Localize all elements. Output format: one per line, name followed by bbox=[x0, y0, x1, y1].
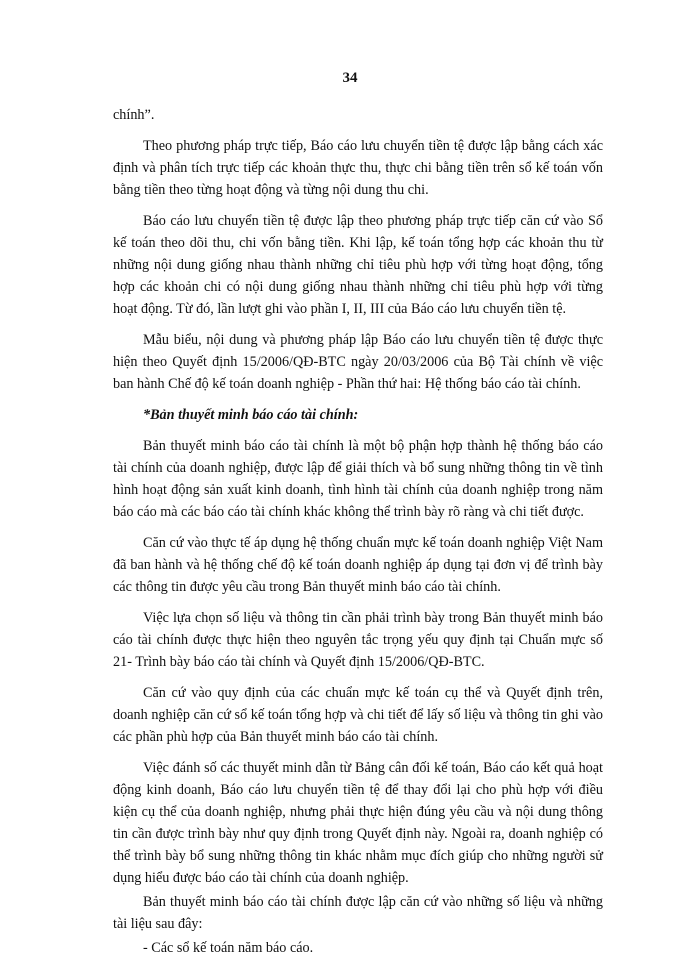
paragraph-regulations-basis: Căn cứ vào quy định của các chuẩn mực kế toán cụ thể và Quyết định trên, doanh nghiệp căn cứ sổ kế toán tổng hợp và chi tiết để lấy số liệu và thông tin ghi vào các phần phù hợp của Bản thuyết minh báo cáo tài chính. bbox=[113, 685, 603, 745]
list-item-accounting-books: - Các sổ kế toán năm báo cáo. bbox=[143, 940, 314, 956]
paragraph-standards-basis: Căn cứ vào thực tế áp dụng hệ thống chuẩn mực kế toán doanh nghiệp Việt Nam đã ban hành và hệ thống chế độ kế toán doanh nghiệp áp dụng tại đơn vị để trình bày các thông tin được yêu cầu trong Bản thuyết minh báo cáo tài chính. bbox=[113, 535, 603, 595]
paragraph-closing-quote: chính”. bbox=[113, 107, 155, 123]
paragraph-sources: Bản thuyết minh báo cáo tài chính được lập căn cứ vào những số liệu và những tài liệu sau đây: bbox=[113, 894, 603, 932]
paragraph-notes-definition: Bản thuyết minh báo cáo tài chính là một bộ phận hợp thành hệ thống báo cáo tài chính của doanh nghiệp, được lập để giải thích và bổ sung những thông tin về tình hình hoạt động sản xuất kinh doanh, tình hình tài chính của doanh nghiệp trong năm báo cáo mà các báo cáo tài chính khác không thể trình bày rõ ràng và chi tiết được. bbox=[113, 438, 603, 520]
paragraph-form-and-method: Mẫu biểu, nội dung và phương pháp lập Báo cáo lưu chuyển tiền tệ được thực hiện theo Quyết định 15/2006/QĐ-BTC ngày 20/03/2006 của Bộ Tài chính về việc ban hành Chế độ kế toán doanh nghiệp - Phần thứ hai: Hệ thống báo cáo tài chính. bbox=[113, 332, 603, 392]
paragraph-direct-method: Theo phương pháp trực tiếp, Báo cáo lưu chuyển tiền tệ được lập bằng cách xác định và phân tích trực tiếp các khoản thực thu, thực chi bằng tiền trên sổ kế toán vốn bằng tiền theo từng hoạt động và từng nội dung thu chi. bbox=[113, 138, 603, 198]
page-number: 34 bbox=[342, 70, 358, 86]
section-heading-notes: *Bản thuyết minh báo cáo tài chính: bbox=[143, 407, 359, 423]
paragraph-numbering: Việc đánh số các thuyết minh dẫn từ Bảng cân đối kế toán, Báo cáo kết quả hoạt động kinh doanh, Báo cáo lưu chuyển tiền tệ để thay đổi lại cho phù hợp với điều kiện cụ thể của doanh nghiệp, nhưng phải thực hiện đúng yêu cầu và nội dung thông tin cần được trình bày như quy định trong Quyết định này. Ngoài ra, doanh nghiệp có thể trình bày bổ sung những thông tin khác nhằm mục đích giúp cho những người sử dụng hiểu được báo cáo tài chính của doanh nghiệp. bbox=[113, 760, 603, 886]
document-body bbox=[113, 104, 603, 961]
paragraph-cash-flow-preparation: Báo cáo lưu chuyển tiền tệ được lập theo phương pháp trực tiếp căn cứ vào Sổ kế toán theo dõi thu, chi vốn bằng tiền. Khi lập, kế toán tổng hợp các khoản thu từ những nội dung giống nhau thành những chỉ tiêu phù hợp với từng hoạt động, tổng hợp các khoản chi có nội dung giống nhau thành những chỉ tiêu phù hợp với từng hoạt động. Từ đó, lần lượt ghi vào phần I, II, III của Báo cáo lưu chuyển tiền tệ. bbox=[113, 213, 603, 317]
paragraph-data-selection: Việc lựa chọn số liệu và thông tin cần phải trình bày trong Bản thuyết minh báo cáo tài chính được thực hiện theo nguyên tắc trọng yếu quy định tại Chuẩn mực số 21- Trình bày báo cáo tài chính và Quyết định 15/2006/QĐ-BTC. bbox=[113, 610, 603, 670]
